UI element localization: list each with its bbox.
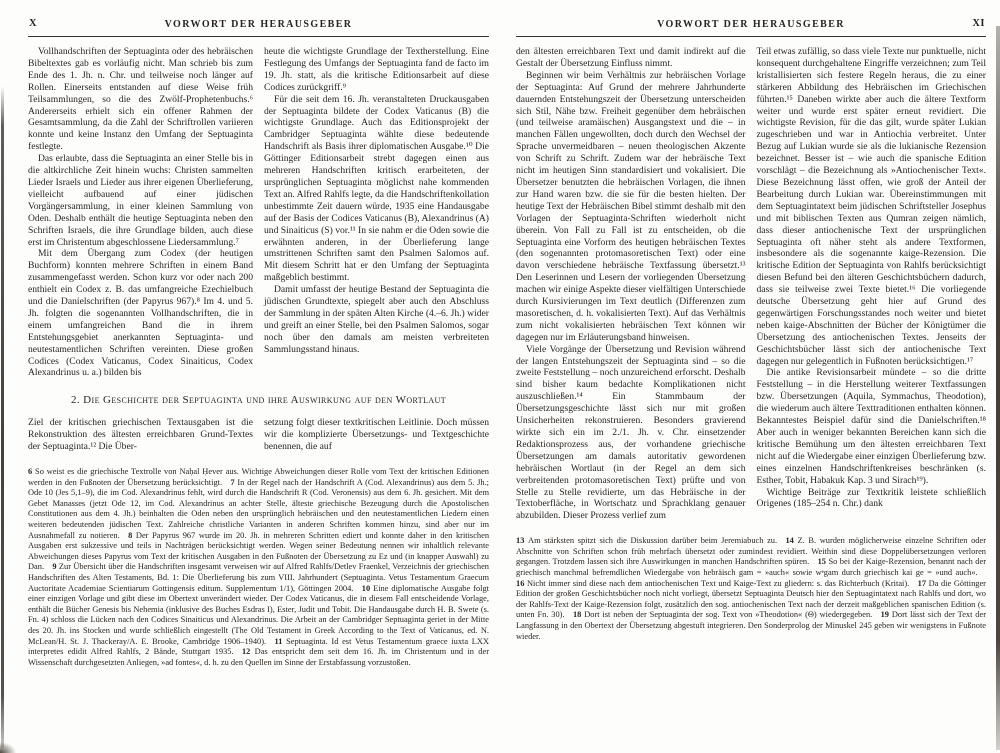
footnote: 15 So bei der Kaige-Rezension, benannt nach der griechisch manchmal befremdlichen Wiedergabe von hebräisch gam = »auch« sowie wᵉgam durch griechisch kai ge = »und auch«.	[516, 557, 986, 578]
footnote: 9 Zur Übersicht über die Handschriften insgesamt verweisen wir auf Alfred Rahlfs/Detlev Fraenkel, Verzeichnis der griechischen Handschriften des Alten Testaments, Bd. 1: Die Überlieferung bis zum VIII. Jahrhundert (Septuaginta. Vetus Testamentum Graecum Auctoritate Academiae Scientiarum Gottingensis editum. Supplementum 1/1), Göttingen 2004.	[28, 562, 489, 593]
page-left	[28, 18, 489, 668]
footnote-number: 16	[516, 578, 525, 588]
footnote: 13 Am stärksten spitzt sich die Diskussion darüber beim Jeremiabuch zu.	[516, 536, 778, 546]
paragraph: Wichtige Beiträge zur Textkritik leistete schließlich Origenes (185–254 n. Chr.) dank	[756, 486, 986, 510]
footnote-number: 7	[230, 477, 235, 487]
page-left-column-2	[264, 46, 489, 379]
page-number: X	[29, 18, 38, 29]
paragraph: Für die seit dem 16. Jh. veranstalteten Druckausgaben der Septuaginta bildete der Codex Vaticanus (B) die wichtigste Grundlage. Auch das Editionsprojekt der Cambridger Septuaginta wählte diese bedeutende Handschrift als Basis ihrer diplomatischen Ausgabe.¹⁰ Die Göttinger Editionsarbeit strebt dagegen einen aus mehreren Handschriften kritisch erarbeiteten, der ursprünglichen Septuaginta möglichst nahe kommenden Text an. Alfred Rahlfs legte, da die Handschriftenkollation unbestimmte Zeit dauern würde, 1935 eine Handausgabe auf der Basis der Codices Vaticanus (B), Alexandrinus (A) und Sinaiticus (S) vor.¹¹ In sie nahm er die Oden sowie die erwähnten anderen, in der Überlieferung lange umstrittenen Schriften samt den Psalmen Salomos auf. Mit diesem Schritt hat er den Umfang der Septuaginta maßgeblich bestimmt.	[264, 93, 489, 284]
footnotes-right	[516, 536, 986, 642]
scan-artifact-left-edge	[1, 86, 4, 748]
page-right-header	[516, 18, 986, 37]
footnotes-left	[28, 467, 489, 668]
footnote: 14 Z. B. wurden möglicherweise einzelne Schriften oder Abschnitte von Schriften schon früh mehrfach übersetzt oder zumindest revidiert. Weithin sind diese Doppelübersetzungen verloren gegangen. Trotzdem lassen sich ihre Auswirkungen in manchen Handschriften spüren.	[516, 536, 986, 567]
footnote: 10 Eine diplomatische Ausgabe folgt einer einzigen Vorlage und gibt diese im Obertext unverändert wieder. Der Codex Vaticanus, die in diesem Fall entscheidende Vorlage, enthält die Bücher Genesis bis Nehemia (inklusive des Buches Esdras I), Ester, Judit und Tobit. Die Handausgabe durch H. B. Swete (s. Fn. 4) schloss die Lücken nach den Codices Sinaiticus und Alexandrinus. Die Arbeit an der Cambridger Septuaginta geriet in der Mitte des 20. Jh. ins Stocken und wurde schließlich eingestellt (The Old Testament in Greek According to the Text of Vaticanus, ed. N. McLean/H. St. J. Thackeray/A. E. Brooke, Cambridge 1906–1940).	[28, 583, 489, 646]
paragraph: Die antike Revisionsarbeit mündete – so die dritte Feststellung – in die Herstellung weiterer Textfassungen bzw. Übersetzungen (Aquila, Symmachus, Theodotion), die wiederum auch ältere Texttraditionen enthalten können. Bekanntestes Beispiel dafür sind die Danielschriften.¹⁸ Aber auch in weniger bekannten Bereichen kann sich die kritische Bemühung um den ältesten erreichbaren Text nicht auf die Wiedergabe einer einzigen Überlieferung bzw. eines einzelnen Handschriftenkreises beschränken (s. Esther, Tobit, Habakuk Kap. 3 und Sirach¹⁹).	[756, 367, 986, 486]
footnote-number: 8	[128, 530, 133, 540]
footnote-number: 14	[785, 536, 794, 546]
paragraph: Teil etwas zufällig, so dass viele Texte nur punktuelle, nicht konsequent durchgehaltene Eingriffe verzeichnen; zum Teil kristallisierten sich festere Regeln heraus, die zu einer stärkeren Abbildung des Hebräischen im Griechischen führten.¹⁵ Daneben wirkte aber auch die ältere Textform weiter und wurde erst später erneut revidiert. Die wichtigste Revision, für die das gilt, wurde später Lukian zugeschrieben und war in Antiochia verbreitet. Unter Bezug auf Lukian wurde sie als die lukianische Rezension bezeichnet. Besser ist – wie auch die spanische Edition vorschlägt – die Bezeichnung als »Antiochenischer Text«. Diese Bezeichnung lässt offen, wie groß der Anteil der Bearbeitung durch Lukian war. Übereinstimmungen mit dem Septuagintatext beim jüdischen Schriftsteller Josephus und mit biblischen Texten aus Qumran zeigen nämlich, dass dieser antiochenische Text der ursprünglichen Septuaginta oft näher steht als andere Textformen, insbesondere als die sogenannte kaige-Rezension. Die kritische Edition der Septuaginta von Rahlfs berücksichtigt diesen Befund bei den älteren Geschichtsbüchern dadurch, dass sie teilweise zwei Texte bietet.¹⁶ Die vorliegende deutsche Übersetzung geht hier auf Grund des gegenwärtigen Forschungsstandes noch weiter und bietet neben kaige-Abschnitten der Bücher der Königtümer die Übersetzung des antiochenischen Textes. Jenseits der Geschichtsbücher lässt sich der antiochenische Text dagegen nur gelegentlich in Fußnoten berücksichtigen.¹⁷	[756, 46, 986, 367]
paragraph: heute die wichtigste Grundlage der Textherstellung. Eine Festlegung des Umfangs der Septuaginta fand de facto im 19. Jh. statt, als die kritische Editionsarbeit auf diese Codices zurückgriff.⁹	[264, 46, 489, 93]
page-left-section-column-1	[28, 417, 253, 453]
paragraph: Beginnen wir beim Verhältnis zur hebräischen Vorlage der Septuaginta: Auf Grund der mehrere Jahrhunderte dauernden Entstehungszeit der Übersetzung unterscheiden sich Stil, Nähe bzw. Freiheit gegenüber dem hebräischen (und teilweise aramäischen) Ausgangstext und die – in manchen Fällen ungewollten, doch durch den Wechsel der Sprache unvermeidbaren – neuen theologischen Akzente von Schrift zu Schrift. Zudem war der hebräische Text nicht im heutigen Sinn standardisiert und vokalisiert. Die Übersetzer benutzten die hebräischen Vorlagen, die ihnen zur Hand waren bzw. die sie für die besten hielten. Der heutige Text der Hebräischen Bibel stimmt deshalb mit den Vorlagen der Septuaginta-Schriften wiederholt nicht überein. Von Fall zu Fall ist zu entscheiden, ob die Septuaginta eine Vorform des heutigen hebräischen Textes (den sogenannten protomasoretischen Text) oder eine davon verschiedene hebräische Textfassung übersetzt.¹³ Den Leserinnen und Lesern der vorliegenden Übersetzung machen wir einige Aspekte dieser vielfältigen Unterschiede durch Kursivierungen im Text deutlich (Differenzen zum masoretischen, d. h. vokalisierten Text). Auf das Verhältnis zum nicht vokalisierten hebräischen Text können wir dagegen nur im Erläuterungsband hinweisen.	[516, 69, 746, 343]
paragraph: setzung folgt dieser textkritischen Leitlinie. Doch müssen wir die komplizierte Übersetzungs- und Textgeschichte benennen, die auf	[264, 417, 489, 453]
footnote-number: 18	[572, 610, 582, 620]
paragraph: Mit dem Übergang zum Codex (der heutigen Buchform) konnten mehrere Schriften in einem Band zusammengefasst werden. Schon kurz vor oder nach 200 enthielt ein Codex z. B. das umfangreiche Ezechielbuch und die Danielschriften (der Papyrus 967).⁸ Im 4. und 5. Jh. folgten die sogenannten Vollhandschriften, die in einem umfangreichen Band die in ihrem Entstehungsgebiet anerkannten Septuaginta- und neutestamentlichen Schriften vereinten. Diese großen Codices (Codex Vaticanus, Codex Sinaiticus, Codex Alexandrinus u. a.) bilden bis	[28, 248, 253, 379]
page-right	[516, 18, 986, 642]
paragraph: Damit umfasst der heutige Bestand der Septuaginta die jüdischen Grundtexte, spiegelt aber auch den Abschluss der Sammlung in der späten Alten Kirche (4.–6. Jh.) wider und greift an einer Stelle, bei den Psalmen Salomos, sogar noch über den damals am meisten verbreiteten Sammlungsstand hinaus.	[264, 284, 489, 355]
page-number: XI	[972, 18, 985, 29]
footnote: 19 Dort lässt sich der Text der Langfassung in den Obertext der Übersetzung abgestuft integrieren. Den Sonderprolog der Minuskel 245 geben wir wenigstens in Fußnote wieder.	[516, 610, 986, 641]
footnote-number: 15	[817, 557, 826, 567]
scan-artifact-bottom-left-corner	[0, 742, 16, 753]
footnote-number: 17	[917, 578, 926, 588]
footnote: 18 Dort ist neben der Septuaginta der sog. Text von »Theodotion« (Θ) wiedergegeben.	[572, 610, 873, 620]
page-left-header	[28, 18, 489, 37]
scan-artifact-right-edge	[996, 26, 1000, 750]
page-left-section-column-2	[264, 417, 489, 453]
footnote-number: 10	[361, 583, 371, 593]
running-title: VORWORT DER HERAUSGEBER	[164, 19, 353, 30]
paragraph: Ziel der kritischen griechischen Textausgaben ist die Rekonstruktion des ältesten erreichbaren Grund-Textes der Septuaginta.¹² Die Über-	[28, 417, 253, 453]
page-right-column-1	[516, 46, 746, 522]
footnote: 16 Nicht immer sind diese nach dem antiochenischen Text und Kaige-Text zu gliedern: s. das Richterbuch (Kritai).	[516, 578, 910, 588]
footnote: 7 In der Regel nach der Handschrift A (Cod. Alexandrinus) aus dem 5. Jh.; Ode 10 (Jes 5,1–9), die im Cod. Alexandrinus fehlt, wird durch die Handschrift R (Cod. Veronensis) aus dem 6. Jh. gesichert. Mit dem Gebet Manasses (jetzt Ode 12, im Cod. Alexandrinus an achter Stelle, älteste griechische Bezeugung durch die Apostolischen Constitutionen aus dem 4. Jh.) beinhalten die Oden neben den ursprünglich hebräischen und den neutestamentlichen Liedern einen weiteren bedeutenden jüdischen Text. Zahlreiche christliche Varianten in anderen Schriften kommen hinzu, sind aber nur im Ausnahmefall zu notieren.	[28, 477, 489, 540]
page-left-column-1	[28, 46, 253, 379]
footnote-number: 6	[28, 467, 33, 477]
footnote: 17 Da die Göttinger Edition der großen Geschichtsbücher noch nicht vorliegt, übersetzt Septuaginta Deutsch hier den Septuagintatext nach Rahlfs und dort, wo der Rahlfs-Text der Kaige-Rezension folgt, zusätzlich den sog. antiochenischen Text nach der derzeit maßgeblichen spanischen Edition (s. unten Fn. 30).	[516, 578, 986, 620]
paragraph: den ältesten erreichbaren Text und damit indirekt auf die Gestalt der Übersetzung Einfluss nimmt.	[516, 46, 746, 69]
section-heading: 2. Die Geschichte der Septuaginta und ihre Auswirkung auf den Wortlaut	[70, 394, 447, 407]
page-left-section-body	[28, 417, 489, 453]
footnote-number: 19	[880, 610, 889, 620]
footnote: 12 Das entspricht dem seit dem 16. Jh. im Christentum und in der Wissenschaft durchgesetzten Anliegen, »ad fontes«, d. h. zu den Quellen im Sinne der Erstabfassung vorzustoßen.	[28, 647, 489, 667]
page-right-body	[516, 46, 986, 522]
footnote-number: 11	[274, 636, 283, 646]
footnote-number: 12	[241, 647, 251, 657]
footnote-number: 13	[516, 536, 525, 546]
paragraph: Vollhandschriften der Septuaginta oder des hebräischen Bibeltextes gab es vorläufig nicht. Man schrieb bis zum Ende des 1. Jh. n. Chr. und teilweise noch länger auf Rollen. Einerseits entstanden auf diese Weise früh Teilsammlungen, so die des Zwölf-Prophetenbuchs.⁶ Andererseits erhielt sich ein offener Rahmen der Gesamtsammlung, da die Zahl der Schriftrollen variieren konnte und keine Instanz den Umfang der Septuaginta festlegte.	[28, 46, 253, 153]
paragraph: Viele Vorgänge der Übersetzung und Revision während der langen Entstehungszeit der Septuaginta sind – so die zweite Feststellung – noch unzureichend erforscht. Deshalb sind bisher kaum bedachte Komplikationen nicht auszuschließen.¹⁴ Ein Stammbaum der Übersetzungsgeschichte lässt sich nur mit großen Unsicherheiten rekonstruieren. Besonders gravierend wirkte sich ein im 2./1. Jh. v. Chr. einsetzender Redaktionsprozess aus, der vorhandene griechische Übersetzungen am damals autoritativ gewordenen hebräischen Wortlaut (in der Regel an dem sich verbreitenden protomasoretischen Text) prüfte und von Stelle zu Stelle revidierte, um das Hebräische in der Textoberfläche, in Wortschatz und Sprachklang genauer abzubilden. Dieser Prozess verlief zum	[516, 343, 746, 522]
running-title: VORWORT DER HERAUSGEBER	[657, 19, 845, 30]
footnote: 11 Septuaginta. Id est Vetus Testamentum graece iuxta LXX interpretes edidit Alfred Rahlfs, 2 Bände, Stuttgart 1935.	[28, 636, 489, 657]
page-right-column-2	[757, 46, 987, 522]
footnote-number: 9	[52, 562, 57, 572]
footnote: 6 So weist es die griechische Textrolle von Naḥal Ḥever aus. Wichtige Abweichungen dieser Rolle vom Text der kritischen Editionen werden in den Fußnoten der Übersetzung berücksichtigt.	[28, 467, 489, 487]
page-left-body	[28, 46, 489, 379]
paragraph: Das erlaubte, dass die Septuaginta an einer Stelle bis in die altkirchliche Zeit hinein wuchs: Christen sammelten Lieder Israels und Lieder aus ihrer eigenen Überlieferung, vielleicht aufbauend auf einer jüdischen Vorgängersammlung, in einer kleinen Sammlung von Oden. Deshalb enthält die heutige Septuaginta neben den Schriften Israels, die ihre Grundlage bilden, auch diese erst im Christentum abgeschlossene Liedersammlung.⁷	[28, 153, 253, 248]
footnote: 8 Der Papyrus 967 wurde im 20. Jh. in mehreren Schritten ediert und konnte daher in den kritischen Ausgaben erst sukzessive und teils in Nachträgen berücksichtigt werden. Wegen seiner Bedeutung nennen wir inhaltlich relevante Abweichungen dieses Papyrus vom Text der kritischen Ausgaben in den Fußnoten der Übersetzung zu Ez und (in knapper Auswahl) zu Dan.	[28, 530, 490, 572]
